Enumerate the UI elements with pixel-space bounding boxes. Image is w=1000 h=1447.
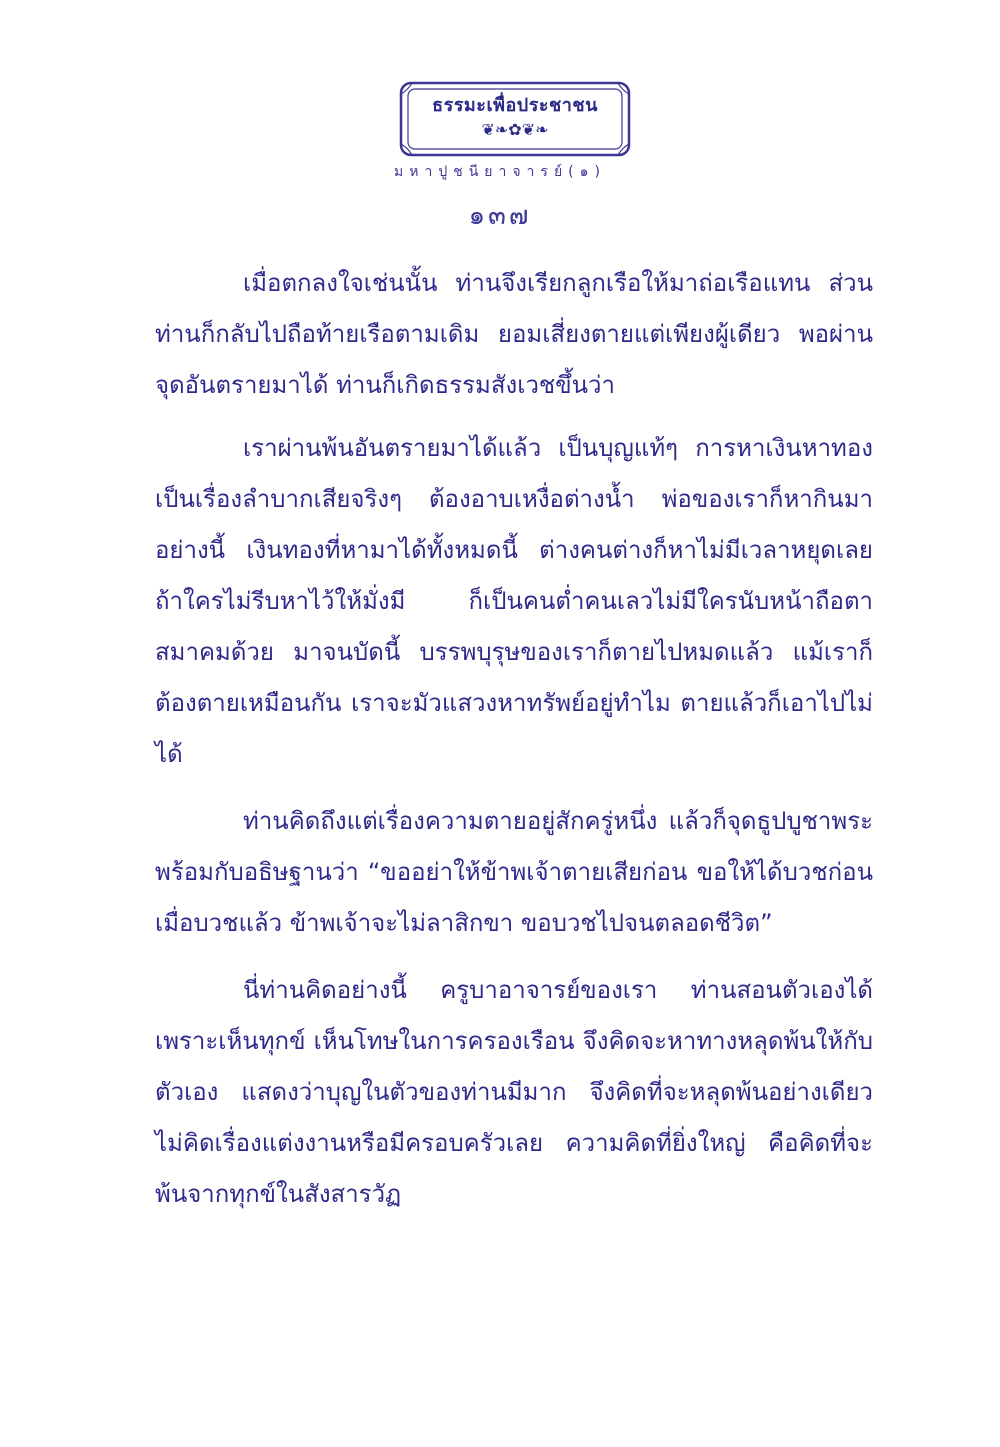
logo-ornament: ❦❧✿❦❧ (481, 120, 549, 139)
book-title: มหาปูชนียาจารย์(๑) (394, 164, 606, 180)
body-text (155, 258, 873, 1232)
page-number: ๑๓๗ (468, 201, 532, 231)
logo-title: ธรรมะเพื่อประชาชน (432, 95, 598, 116)
paragraph-4: นี่ท่านคิดอย่างนี้ ครูบาอาจารย์ของเรา ท่านสอนตัวเองได้เพราะเห็นทุกข์ เห็นโทษในการครองเรือน จึงคิดจะหาทางหลุดพ้นให้กับตัวเอง แสดงว่าบุญในตัวของท่านมีมาก จึงคิดที่จะหลุดพ้นอย่างเดียว ไม่คิดเรื่องแต่งงานหรือมีครอบครัวเลย ความคิดที่ยิ่งใหญ่ คือคิดที่จะพ้นจากทุกข์ในสังสารวัฏ (155, 976, 873, 1208)
paragraph-1: เมื่อตกลงใจเช่นนั้น ท่านจึงเรียกลูกเรือให้มาถ่อเรือแทน ส่วนท่านก็กลับไปถือท้ายเรือตามเดิม ยอมเสี่ยงตายแต่เพียงผู้เดียว พอผ่านจุดอันตรายมาได้ ท่านก็เกิดธรรมสังเวชขึ้นว่า (155, 269, 873, 399)
paragraph-3: ท่านคิดถึงแต่เรื่องความตายอยู่สักครู่หนึ่ง แล้วก็จุดธูปบูชาพระ พร้อมกับอธิษฐานว่า “ขออย่าให้ข้าพเจ้าตายเสียก่อน ขอให้ได้บวชก่อน เมื่อบวชแล้ว ข้าพเจ้าจะไม่ลาสิกขา ขอบวชไปจนตลอดชีวิต” (155, 807, 873, 937)
header-logo (398, 80, 632, 158)
paragraph-2: เราผ่านพ้นอันตรายมาได้แล้ว เป็นบุญแท้ๆ การหาเงินหาทองเป็นเรื่องลำบากเสียจริงๆ ต้องอาบเหงื่อต่างน้ำ พ่อของเราก็หากินมาอย่างนี้ เงินทองที่หามาได้ทั้งหมดนี้ ต่างคนต่างก็หาไม่มีเวลาหยุดเลย ถ้าใครไม่รีบหาไว้ให้มั่งมี ก็เป็นคนต่ำคนเลวไม่มีใครนับหน้าถือตาสมาคมด้วย มาจนบัดนี้ บรรพบุรุษของเราก็ตายไปหมดแล้ว แม้เราก็ต้องตายเหมือนกัน เราจะมัวแสวงหาทรัพย์อยู่ทำไม ตายแล้วก็เอาไปไม่ได้ (155, 434, 873, 768)
